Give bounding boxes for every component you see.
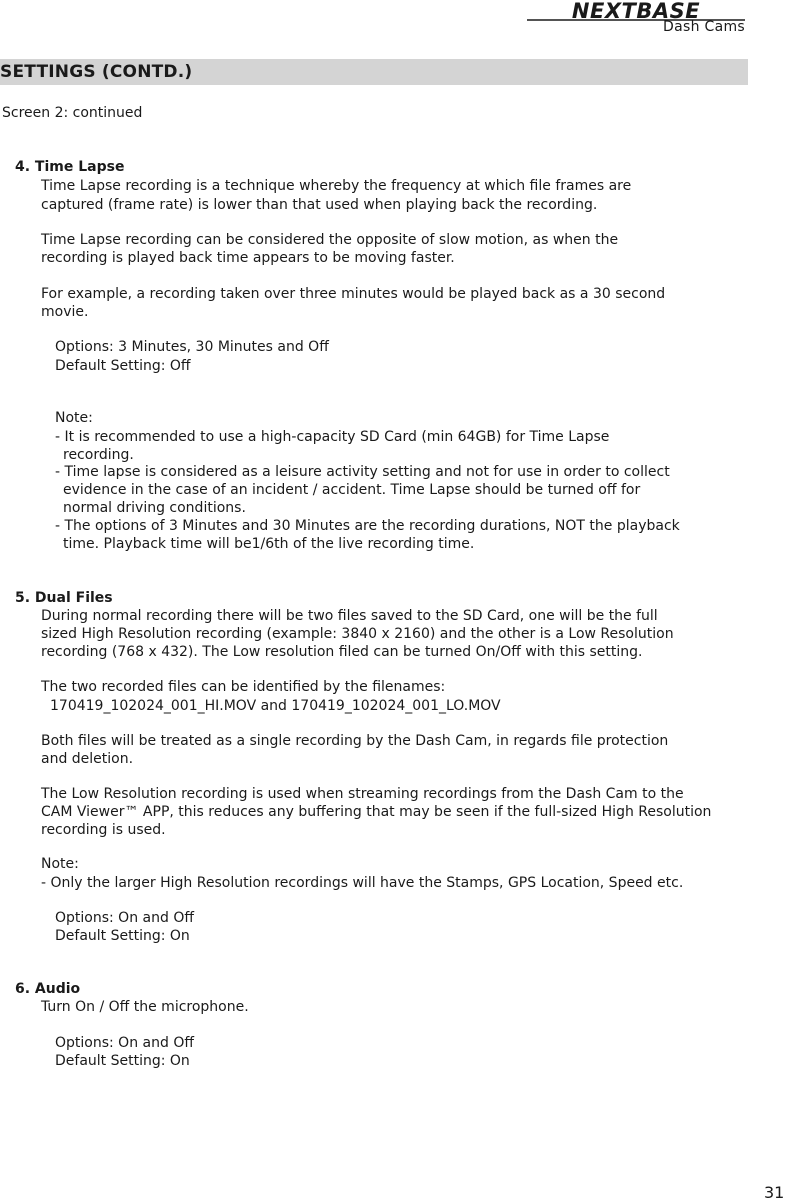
default-setting-text: Default Setting: On xyxy=(55,1053,190,1069)
note-line: normal driving conditions. xyxy=(63,500,246,516)
note-label: Note: xyxy=(41,856,79,872)
page-number: 31 xyxy=(764,1183,785,1202)
paragraph-line: For example, a recording taken over three minutes would be played back as a 30 second xyxy=(41,286,666,302)
note-line: evidence in the case of an incident / accident. Time Lapse should be turned off for xyxy=(63,482,641,498)
page-title: SETTINGS (CONTD.) xyxy=(0,62,193,82)
options-text: Options: On and Off xyxy=(55,910,194,926)
paragraph-line: recording is used. xyxy=(41,822,166,838)
options-text: Options: On and Off xyxy=(55,1035,194,1051)
note-line: - The options of 3 Minutes and 30 Minutes are the recording durations, NOT the playback xyxy=(55,518,680,534)
paragraph-line: captured (frame rate) is lower than that used when playing back the recording. xyxy=(41,197,598,213)
note-line: - Only the larger High Resolution recordings will have the Stamps, GPS Location, Speed etc. xyxy=(41,875,684,891)
paragraph-line: Time Lapse recording can be considered the opposite of slow motion, as when the xyxy=(41,232,619,248)
paragraph-line: movie. xyxy=(41,304,89,320)
paragraph-line: Turn On / Off the microphone. xyxy=(41,999,249,1015)
section-heading-dual-files: 5. Dual Files xyxy=(15,590,113,606)
options-text: Options: 3 Minutes, 30 Minutes and Off xyxy=(55,339,329,355)
intro-text: Screen 2: continued xyxy=(2,105,143,121)
paragraph-line: The Low Resolution recording is used when streaming recordings from the Dash Cam to the xyxy=(41,786,684,802)
paragraph-line: sized High Resolution recording (example: 3840 x 2160) and the other is a Low Resolution xyxy=(41,626,674,642)
paragraph-line: recording is played back time appears to be moving faster. xyxy=(41,250,455,266)
logo-wordmark: NEXTBASE xyxy=(571,0,701,22)
paragraph-line: CAM Viewer™ APP, this reduces any buffering that may be seen if the full-sized High Resolution xyxy=(41,804,712,820)
paragraph-line: Both files will be treated as a single recording by the Dash Cam, in regards file protection xyxy=(41,733,669,749)
section-heading-time-lapse: 4. Time Lapse xyxy=(15,159,125,175)
note-line: recording. xyxy=(63,447,134,463)
paragraph-line: Time Lapse recording is a technique whereby the frequency at which file frames are xyxy=(41,178,632,194)
default-setting-text: Default Setting: Off xyxy=(55,358,191,374)
logo-subtitle: Dash Cams xyxy=(663,19,745,35)
note-line: - Time lapse is considered as a leisure activity setting and not for use in order to collect xyxy=(55,464,670,480)
paragraph-line: During normal recording there will be two files saved to the SD Card, one will be the full xyxy=(41,608,658,624)
section-heading-audio: 6. Audio xyxy=(15,981,81,997)
section-banner xyxy=(0,59,748,85)
brand-logo xyxy=(525,0,747,40)
paragraph-line: The two recorded files can be identified by the filenames: xyxy=(41,679,446,695)
note-label: Note: xyxy=(55,410,93,426)
default-setting-text: Default Setting: On xyxy=(55,928,190,944)
note-line: - It is recommended to use a high-capacity SD Card (min 64GB) for Time Lapse xyxy=(55,429,610,445)
note-line: time. Playback time will be1/6th of the live recording time. xyxy=(63,536,475,552)
paragraph-line: and deletion. xyxy=(41,751,134,767)
filenames-line: 170419_102024_001_HI.MOV and 170419_102024_001_LO.MOV xyxy=(50,698,501,714)
paragraph-line: recording (768 x 432). The Low resolution filed can be turned On/Off with this setting. xyxy=(41,644,643,660)
